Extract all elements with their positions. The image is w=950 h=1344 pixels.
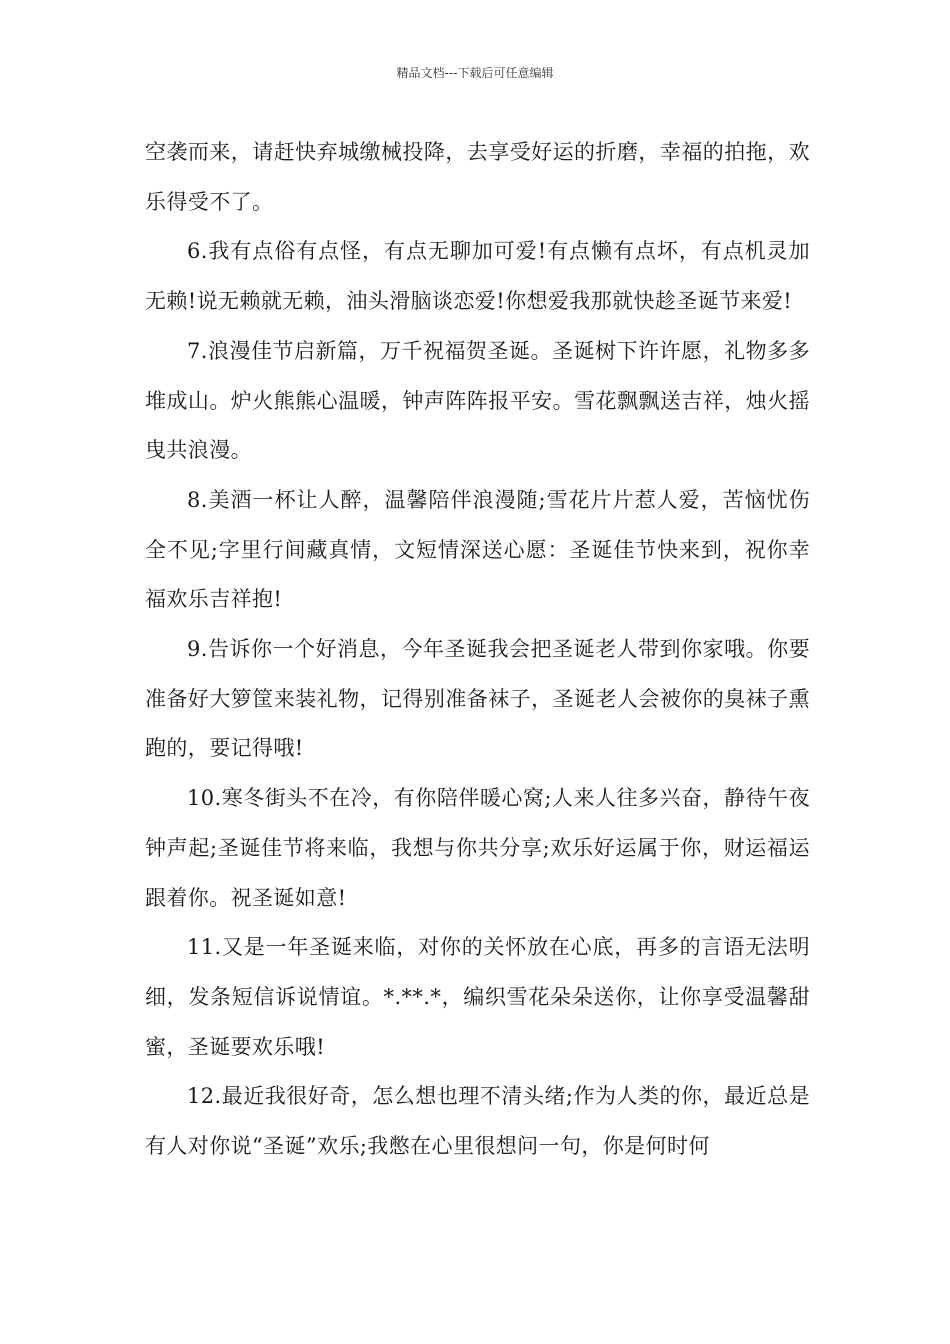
paragraph-item-11: 11.又是一年圣诞来临，对你的关怀放在心底，再多的言语无法明细，发条短信诉说情谊。*.**.*，编织雪花朵朵送你，让你享受温馨甜蜜，圣诞要欢乐哦! xyxy=(145,935,810,1059)
document-body xyxy=(145,128,810,1172)
paragraph-item-10: 10.寒冬街头不在冷，有你陪伴暖心窝;人来人往多兴奋，静待午夜钟声起;圣诞佳节将来临，我想与你共分享;欢乐好运属于你，财运福运跟着你。祝圣诞如意! xyxy=(145,786,810,910)
paragraph-item-12: 12.最近我很好奇，怎么想也理不清头绪;作为人类的你，最近总是有人对你说“圣诞”欢乐;我憋在心里很想问一句，你是何时何 xyxy=(145,1084,810,1159)
paragraph-item-6: 6.我有点俗有点怪，有点无聊加可爱!有点懒有点坏，有点机灵加无赖!说无赖就无赖，油头滑脑谈恋爱!你想爱我那就快趁圣诞节来爱! xyxy=(145,239,810,314)
page-header: 精品文档---下载后可任意编辑 xyxy=(396,66,554,80)
paragraph-item-9: 9.告诉你一个好消息，今年圣诞我会把圣诞老人带到你家哦。你要准备好大箩筐来装礼物，记得别准备袜子，圣诞老人会被你的臭袜子熏跑的，要记得哦! xyxy=(145,637,810,761)
paragraph-continuation: 空袭而来，请赶快弃城缴械投降，去享受好运的折磨，幸福的拍拖，欢乐得受不了。 xyxy=(145,140,810,214)
paragraph-item-8: 8.美酒一杯让人醉，温馨陪伴浪漫随;雪花片片惹人爱，苦恼忧伤全不见;字里行间藏真情，文短情深送心愿：圣诞佳节快来到，祝你幸福欢乐吉祥抱! xyxy=(145,487,810,612)
paragraph-item-7: 7.浪漫佳节启新篇，万千祝福贺圣诞。圣诞树下许许愿，礼物多多堆成山。炉火熊熊心温暖，钟声阵阵报平安。雪花飘飘送吉祥，烛火摇曳共浪漫。 xyxy=(145,338,810,463)
